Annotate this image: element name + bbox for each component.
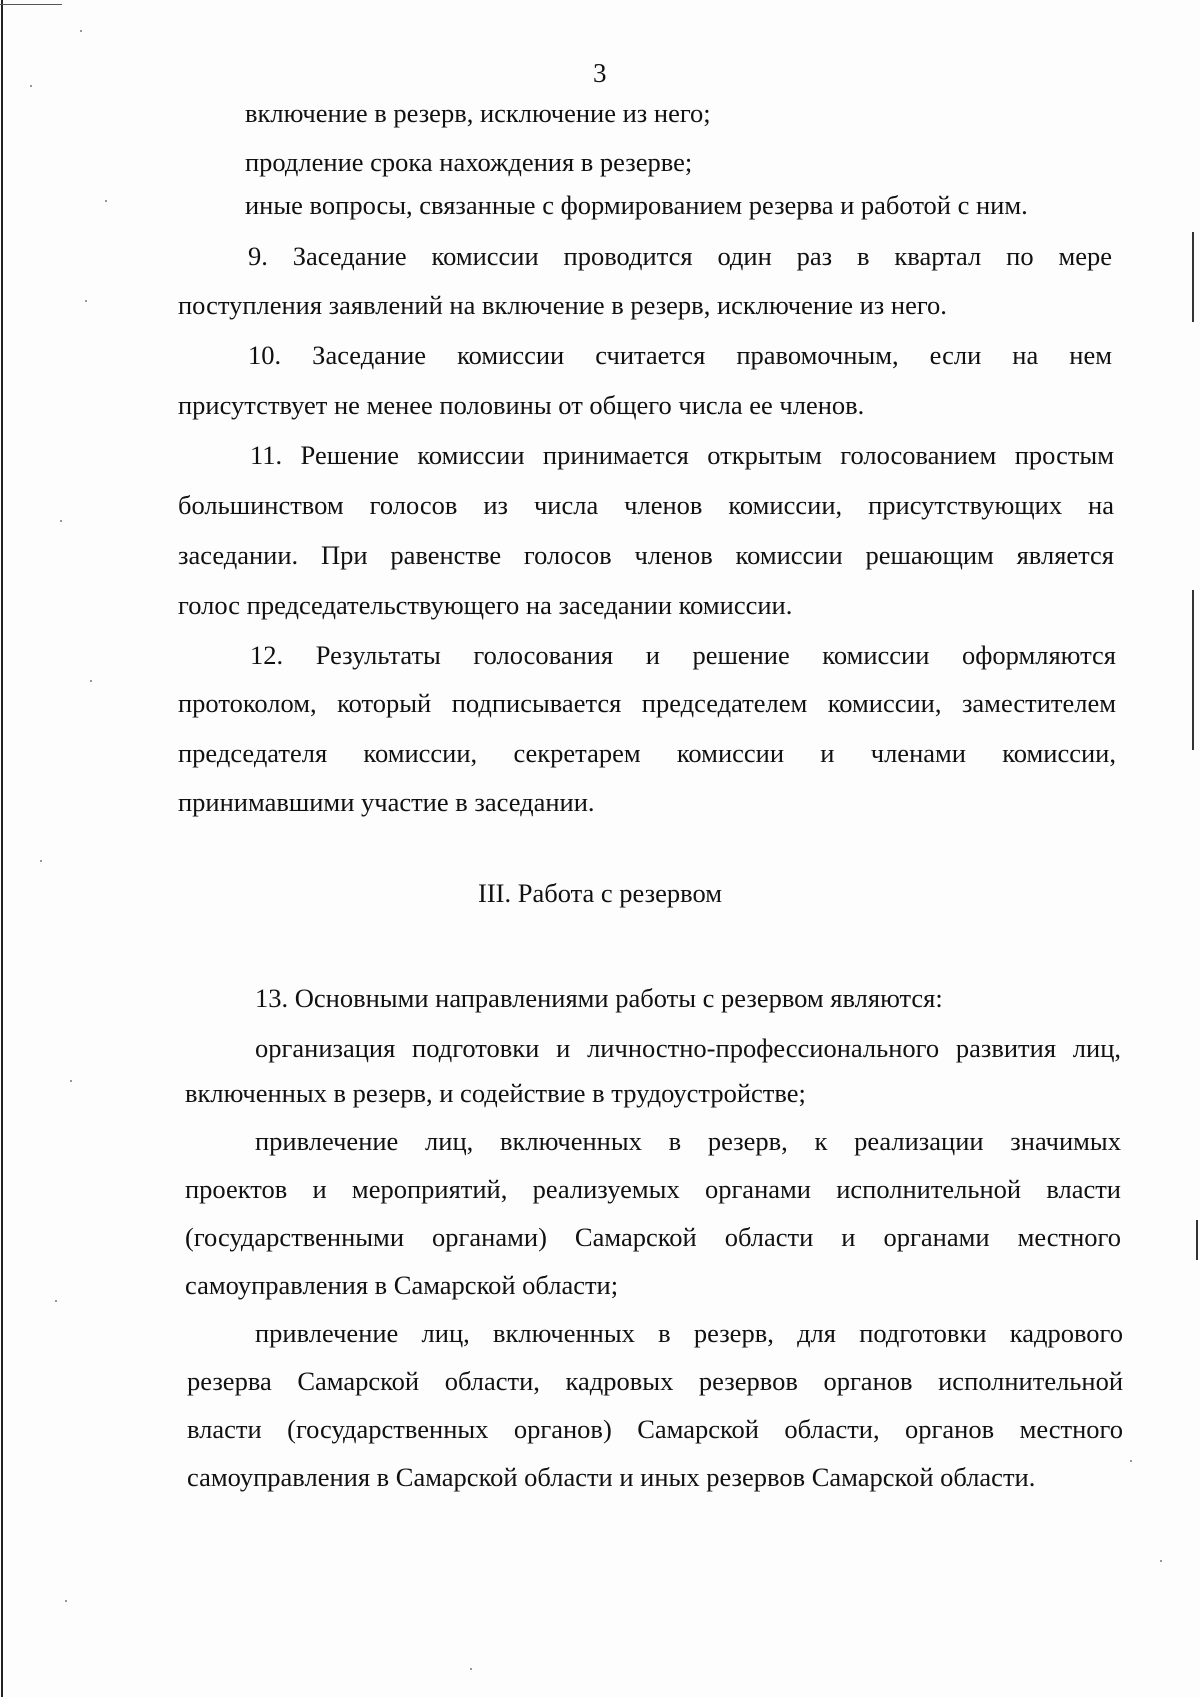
text-line: присутствует не менее половины от общего числа ее членов. — [178, 390, 865, 420]
text-line: поступления заявлений на включение в резерв, исключение из него. — [178, 290, 947, 320]
text-line: власти (государственных органов) Самарской области, органов местного — [187, 1414, 1123, 1444]
text-line: председателя комиссии, секретарем комиссии и членами комиссии, — [178, 738, 1116, 768]
text-line: включение в резерв, исключение из него; — [245, 98, 711, 128]
text-line: большинством голосов из числа членов комиссии, присутствующих на — [178, 490, 1114, 520]
scan-speck — [90, 680, 92, 682]
section-heading: III. Работа с резервом — [478, 878, 722, 908]
scan-right-mark — [1192, 590, 1194, 750]
text-line: самоуправления в Самарской области и иных резервов Самарской области. — [187, 1462, 1036, 1492]
scan-speck — [1130, 1460, 1132, 1462]
text-line: голос председательствующего на заседании комиссии. — [178, 590, 793, 620]
scan-speck — [60, 520, 62, 522]
text-line: включенных в резерв, и содействие в трудоустройстве; — [185, 1078, 806, 1108]
scan-speck — [85, 300, 87, 302]
text-line: иные вопросы, связанные с формированием резерва и работой с ним. — [245, 190, 1028, 220]
paragraph-13-first-line: 13. Основными направлениями работы с резервом являются: — [255, 983, 943, 1013]
scan-speck — [70, 1080, 72, 1082]
paragraph-12-first-line: 12. Результаты голосования и решение комиссии оформляются — [250, 640, 1116, 670]
text-line: проектов и мероприятий, реализуемых органами исполнительной власти — [185, 1174, 1121, 1204]
scan-speck — [1160, 1560, 1162, 1562]
paragraph-9-first-line: 9. Заседание комиссии проводится один раз в квартал по мере — [248, 241, 1112, 271]
text-line: (государственными органами) Самарской области и органами местного — [185, 1222, 1121, 1252]
scan-speck — [105, 200, 107, 202]
text-line: протоколом, который подписывается председателем комиссии, заместителем — [178, 688, 1116, 718]
text-line: принимавшими участие в заседании. — [178, 787, 595, 817]
list-item-line: организация подготовки и личностно-профессионального развития лиц, — [255, 1033, 1121, 1063]
scan-top-mark — [0, 4, 62, 5]
text-line: самоуправления в Самарской области; — [185, 1270, 619, 1300]
scan-speck — [470, 1668, 472, 1670]
scan-right-mark — [1192, 232, 1194, 322]
scan-speck — [40, 860, 42, 862]
paragraph-11-first-line: 11. Решение комиссии принимается открытым голосованием простым — [250, 440, 1114, 470]
list-item-line: привлечение лиц, включенных в резерв, для подготовки кадрового — [255, 1318, 1123, 1348]
text-line: резерва Самарской области, кадровых резервов органов исполнительной — [187, 1366, 1123, 1396]
text-line: заседании. При равенстве голосов членов комиссии решающим является — [178, 540, 1114, 570]
scan-speck — [55, 1300, 57, 1302]
page-number: 3 — [593, 58, 607, 88]
paragraph-10-first-line: 10. Заседание комиссии считается правомочным, если на нем — [248, 340, 1112, 370]
scan-left-border — [1, 0, 3, 1697]
scan-speck — [30, 85, 32, 87]
scan-speck — [65, 1600, 67, 1602]
list-item-line: привлечение лиц, включенных в резерв, к реализации значимых — [255, 1126, 1121, 1156]
text-line: продление срока нахождения в резерве; — [245, 147, 693, 177]
scan-right-mark — [1196, 1220, 1198, 1260]
scan-speck — [80, 30, 82, 32]
